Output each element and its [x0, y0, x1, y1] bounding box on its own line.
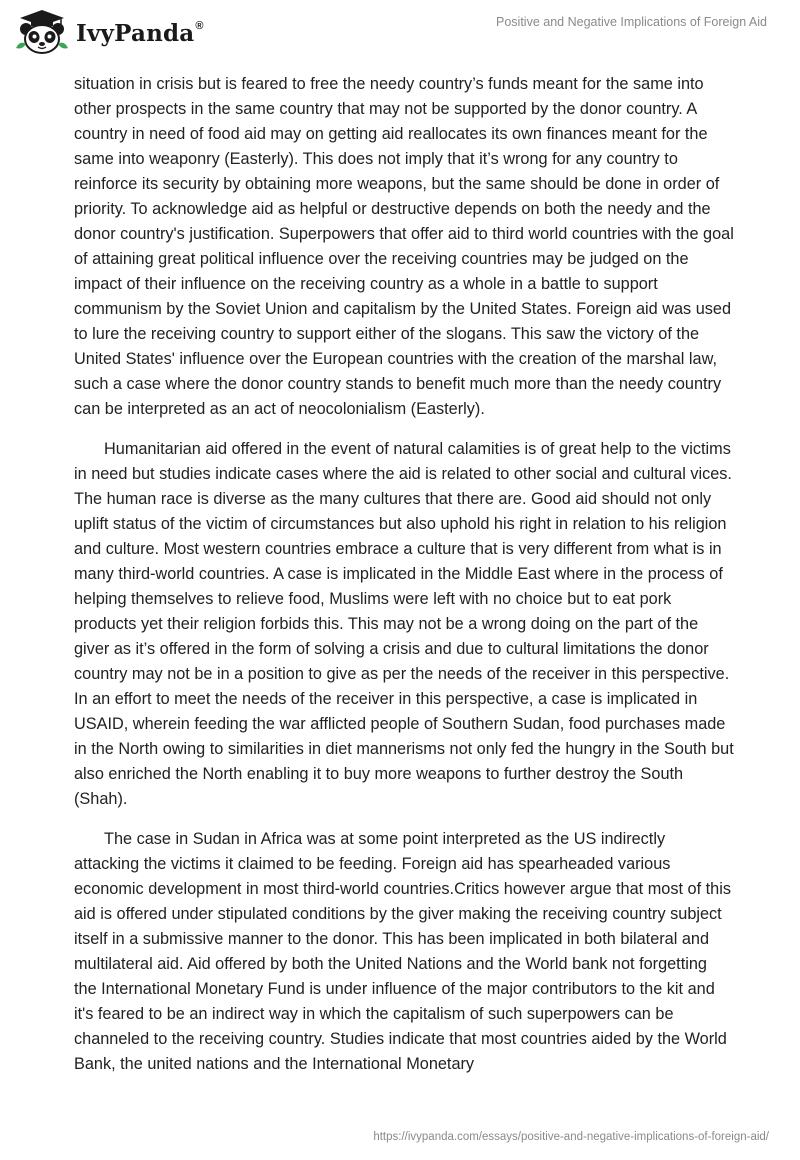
essay-paragraph: The case in Sudan in Africa was at some point interpreted as the US indirectly attacking the victims it claimed to be feeding. Foreign aid has spearheaded various economic development in most third-world countries.Critics however argue that most of this aid is offered under stipulated conditions by the giver making the receiving country subject itself in a submissive manner to the donor. This has been implicated in both bilateral and multilateral aid. Aid offered by both the United Nations and the World bank not forgetting the International Monetary Fund is under influence of the major contributors to the kit and it's feared to be an indirect way in which the capitalism of such superpowers can be channeled to the receiving country. Studies indicate that most countries aided by the World Bank, the united nations and the International Monetary — [74, 830, 731, 1073]
essay-paragraph: Humanitarian aid offered in the event of natural calamities is of great help to the victims in need but studies indicate cases where the aid is related to other social and cultural vices. The human race is diverse as the many cultures that there are. Good aid should not only uplift status of the victim of circumstances but also uphold his right in relation to his religion and culture. Most western countries embrace a culture that is very different from what is in many third-world countries. A case is implicated in the Middle East where in the process of helping themselves to relieve food, Muslims were left with no choice but to eat pork products yet their religion forbids this. This may not be a wrong doing on the part of the giver as it’s offered in the form of solving a crisis and due to cultural limitations the donor country may not be in a position to give as per the needs of the receiver in this perspective. In an effort to meet the needs of the receiver in this perspective, a case is implicated in USAID, wherein feeding the war afflicted people of Southern Sudan, food purchases made in the North owing to similarities in diet mannerisms not only fed the hungry in the South but also enriched the North enabling it to buy more weapons to further destroy the South (Shah). — [74, 440, 734, 808]
registered-mark: ® — [195, 19, 204, 32]
document-title: Positive and Negative Implications of Foreign Aid — [496, 15, 767, 29]
essay-body — [74, 72, 734, 1092]
source-url[interactable]: https://ivypanda.com/essays/positive-and-negative-implications-of-foreign-aid/ — [373, 1131, 769, 1143]
ivypanda-logo[interactable] — [14, 8, 204, 56]
logo-wordmark: IvyPanda® — [76, 19, 204, 47]
panda-graduate-icon — [14, 8, 70, 56]
essay-paragraph: situation in crisis but is feared to free the needy country’s funds meant for the same into other prospects in the same country that may not be supported by the donor country. A country in need of food aid may on getting aid reallocates its own finances meant for the same into weaponry (Easterly). This does not imply that it’s wrong for any country to reinforce its security by obtaining more weapons, but the same should be done in order of priority. To acknowledge aid as helpful or destructive depends on both the needy and the donor country's justification. Superpowers that offer aid to third world countries with the goal of attaining great political influence over the receiving countries may be judged on the impact of their influence on the receiving country as a whole in a battle to support communism by the Soviet Union and capitalism by the United States. Foreign aid was used to lure the receiving country to support either of the slogans. This saw the victory of the United States' influence over the European countries with the creation of the marshal law, such a case where the donor country stands to benefit much more than the needy country can be interpreted as an act of neocolonialism (Easterly). — [74, 75, 734, 418]
page-header — [0, 0, 800, 64]
